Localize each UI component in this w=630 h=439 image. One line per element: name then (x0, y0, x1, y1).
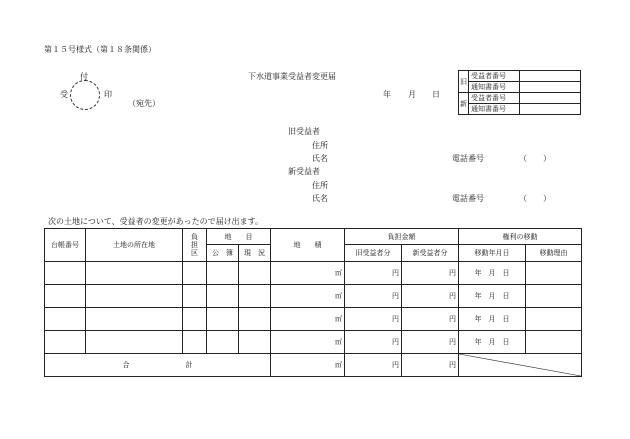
location-cell[interactable] (86, 331, 183, 354)
land-table (44, 228, 582, 377)
old-share-cell[interactable]: 円 (345, 331, 402, 354)
old-phone-paren: （ ） (519, 154, 551, 163)
transfer-date-cell[interactable]: 年 月 日 (459, 331, 526, 354)
burden-area-cell[interactable] (183, 262, 207, 285)
old-address-label: 住所 (312, 141, 328, 150)
header-ledger-number: 台帳番号 (45, 229, 86, 262)
old-label: 旧 (459, 71, 469, 93)
table-row (45, 262, 582, 285)
area-cell[interactable]: ㎡ (271, 285, 345, 308)
header-burden-amount: 負担金額 (345, 229, 459, 245)
stamp-char-top: 付 (80, 72, 88, 81)
public-record-cell[interactable] (207, 308, 239, 331)
total-old-share-cell[interactable]: 円 (345, 354, 402, 377)
public-record-cell[interactable] (207, 285, 239, 308)
new-label: 新 (459, 93, 469, 115)
form-number: 第１５号様式（第１８条関係） (44, 45, 156, 54)
stamp-char-left: 受 (60, 90, 68, 99)
header-new-share: 新受益者分 (402, 245, 459, 262)
total-crossed-out-cell (459, 354, 582, 377)
old-beneficiary-number-field[interactable] (520, 71, 581, 82)
ledger-cell[interactable] (45, 331, 86, 354)
new-beneficiary-number-field[interactable] (520, 93, 581, 104)
header-land-location: 土地の所在地 (86, 229, 183, 262)
intro-text: 次の土地について、受益者の変更があったので届け出ます。 (48, 217, 263, 226)
reason-cell[interactable] (526, 285, 582, 308)
public-record-cell[interactable] (207, 262, 239, 285)
new-address-label: 住所 (312, 181, 328, 190)
header-public-record: 公 簿 (207, 245, 239, 262)
total-new-share-cell[interactable]: 円 (402, 354, 459, 377)
table-row (45, 308, 582, 331)
reason-cell[interactable] (526, 331, 582, 354)
new-phone-label: 電話番号 (452, 194, 484, 203)
transfer-date-cell[interactable]: 年 月 日 (459, 285, 526, 308)
burden-area-cell[interactable] (183, 308, 207, 331)
header-burden-area: 負担区 (183, 229, 207, 262)
old-phone-label: 電話番号 (452, 154, 484, 163)
ledger-cell[interactable] (45, 262, 86, 285)
location-cell[interactable] (86, 285, 183, 308)
beneficiary-number-box (458, 70, 581, 115)
new-share-cell[interactable]: 円 (402, 262, 459, 285)
old-beneficiary-number-label: 受益者番号 (469, 71, 520, 82)
header-land-area: 地 積 (271, 229, 345, 262)
burden-area-cell[interactable] (183, 331, 207, 354)
reason-cell[interactable] (526, 262, 582, 285)
stamp-char-right: 印 (104, 90, 112, 99)
old-share-cell[interactable]: 円 (345, 262, 402, 285)
old-share-cell[interactable]: 円 (345, 308, 402, 331)
date-day: 日 (432, 90, 440, 99)
table-row (45, 331, 582, 354)
header-land-category: 地 目 (207, 229, 271, 245)
header-old-share: 旧受益者分 (345, 245, 402, 262)
reason-cell[interactable] (526, 308, 582, 331)
header-current-state: 現 況 (239, 245, 271, 262)
transfer-date-cell[interactable]: 年 月 日 (459, 262, 526, 285)
area-cell[interactable]: ㎡ (271, 331, 345, 354)
total-label: 合 計 (45, 354, 271, 377)
header-transfer-date: 移動年月日 (459, 245, 526, 262)
table-row (45, 285, 582, 308)
area-cell[interactable]: ㎡ (271, 308, 345, 331)
new-notice-number-field[interactable] (520, 104, 581, 115)
ledger-cell[interactable] (45, 308, 86, 331)
old-notice-number-label: 通知書番号 (469, 82, 520, 93)
area-cell[interactable]: ㎡ (271, 262, 345, 285)
new-name-label: 氏名 (312, 194, 328, 203)
public-record-cell[interactable] (207, 331, 239, 354)
date-year: 年 (383, 90, 391, 99)
old-notice-number-field[interactable] (520, 82, 581, 93)
old-beneficiary-heading: 旧受益者 (288, 127, 320, 136)
document-title: 下水道事業受益者変更届 (248, 72, 336, 81)
new-share-cell[interactable]: 円 (402, 308, 459, 331)
current-state-cell[interactable] (239, 285, 271, 308)
current-state-cell[interactable] (239, 262, 271, 285)
location-cell[interactable] (86, 308, 183, 331)
new-notice-number-label: 通知書番号 (469, 104, 520, 115)
transfer-date-cell[interactable]: 年 月 日 (459, 308, 526, 331)
new-share-cell[interactable]: 円 (402, 331, 459, 354)
old-share-cell[interactable]: 円 (345, 285, 402, 308)
new-share-cell[interactable]: 円 (402, 285, 459, 308)
date-month: 月 (408, 90, 416, 99)
total-area-cell[interactable]: ㎡ (271, 354, 345, 377)
old-name-label: 氏名 (312, 154, 328, 163)
header-rights-transfer: 権利の移動 (459, 229, 582, 245)
location-cell[interactable] (86, 262, 183, 285)
total-row (45, 354, 582, 377)
ledger-cell[interactable] (45, 285, 86, 308)
diagonal-line (459, 354, 581, 376)
current-state-cell[interactable] (239, 331, 271, 354)
addressee-label: （宛先） (128, 99, 160, 108)
header-transfer-reason: 移動理由 (526, 245, 582, 262)
current-state-cell[interactable] (239, 308, 271, 331)
new-beneficiary-heading: 新受益者 (288, 167, 320, 176)
burden-area-cell[interactable] (183, 285, 207, 308)
reception-stamp-circle (70, 80, 100, 110)
new-phone-paren: （ ） (519, 194, 551, 203)
new-beneficiary-number-label: 受益者番号 (469, 93, 520, 104)
